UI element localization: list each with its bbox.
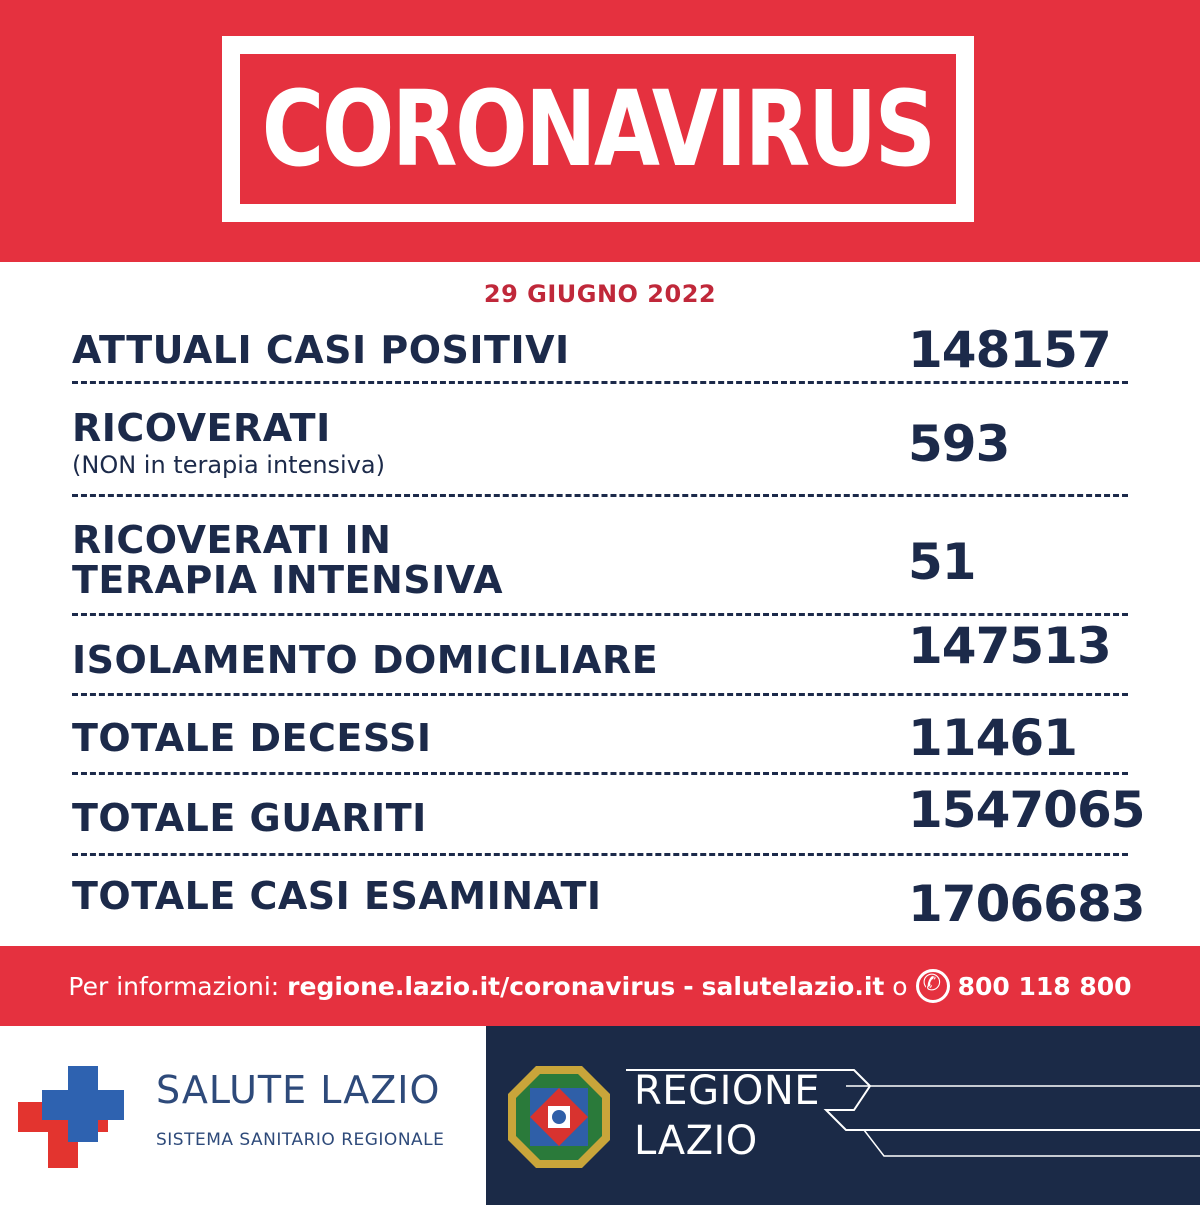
link-salutelazio[interactable]: salutelazio.it — [701, 971, 885, 1001]
divider — [72, 494, 1128, 497]
stat-row-guariti — [72, 781, 1145, 844]
salute-lazio-logo-text: SALUTE LAZIO — [156, 1068, 441, 1112]
title-panel — [240, 54, 956, 204]
stat-value: 593 — [908, 415, 1010, 473]
info-conjunction: o — [892, 971, 908, 1001]
divider — [72, 693, 1128, 696]
stat-row-decessi — [72, 709, 1128, 768]
stat-label: TOTALE GUARITI — [72, 796, 427, 840]
link-regione-coronavirus[interactable]: regione.lazio.it/coronavirus — [287, 971, 676, 1001]
stat-sublabel: (NON in terapia intensiva) — [72, 451, 385, 479]
title-frame — [222, 36, 974, 222]
info-separator: - — [683, 971, 694, 1001]
stat-value: 1547065 — [908, 781, 1145, 839]
stat-row-terapia-intensiva — [72, 520, 1128, 600]
stat-label-line1: RICOVERATI IN — [72, 518, 392, 562]
stat-label: ATTUALI CASI POSITIVI — [72, 328, 570, 372]
stat-label: TOTALE CASI ESAMINATI — [72, 874, 602, 918]
stat-row-ricoverati — [72, 408, 1128, 488]
stat-label: TOTALE DECESSI — [72, 716, 432, 760]
info-prefix: Per informazioni: — [68, 971, 280, 1001]
stat-value: 11461 — [908, 709, 1077, 767]
stat-row-isolamento — [72, 617, 1128, 684]
regione-lazio-logo-line1: REGIONE — [634, 1068, 821, 1114]
divider — [72, 613, 1128, 616]
regione-lazio-logo-line2: LAZIO — [634, 1118, 758, 1164]
stat-value: 51 — [908, 533, 976, 591]
stat-label: RICOVERATI — [72, 406, 331, 450]
phone-icon — [916, 969, 950, 1003]
blue-cross-icon-vertical — [68, 1066, 98, 1142]
regione-lazio-emblem-icon — [506, 1064, 612, 1170]
stat-label: ISOLAMENTO DOMICILIARE — [72, 638, 659, 682]
divider — [72, 853, 1128, 856]
divider — [72, 381, 1128, 384]
stat-value: 147513 — [908, 617, 1111, 675]
salute-lazio-subtitle: SISTEMA SANITARIO REGIONALE — [156, 1130, 445, 1150]
stat-row-esaminati — [72, 874, 1145, 934]
page-title: CORONAVIRUS — [262, 68, 934, 190]
phone-number[interactable]: 800 118 800 — [957, 971, 1132, 1001]
stat-label-line2: TERAPIA INTENSIVA — [72, 558, 504, 602]
info-band — [0, 946, 1200, 1026]
report-date: 29 GIUGNO 2022 — [483, 280, 717, 308]
header-banner — [0, 0, 1200, 262]
divider — [72, 772, 1128, 775]
stat-value: 1706683 — [908, 875, 1145, 933]
stat-value: 148157 — [908, 321, 1111, 379]
stat-row-positivi — [72, 321, 1128, 380]
